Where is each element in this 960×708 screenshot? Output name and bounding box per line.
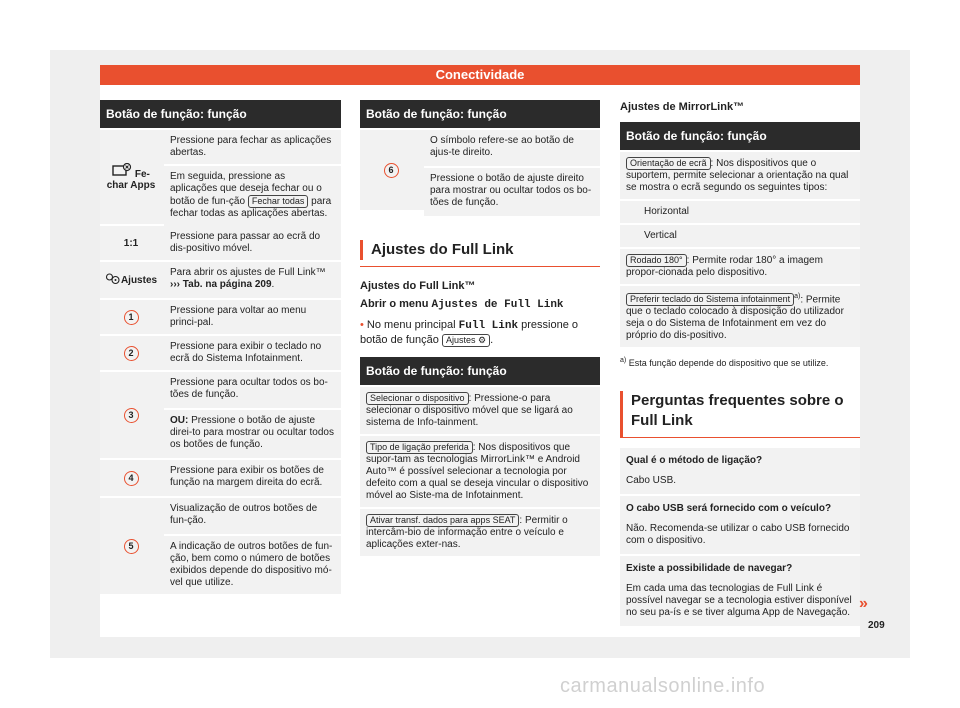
rotate-180-button[interactable]: Rodado 180° bbox=[626, 254, 687, 267]
right-column bbox=[620, 100, 860, 628]
table-row bbox=[360, 130, 600, 210]
close-apps-key bbox=[100, 130, 162, 224]
table-cell: Pressione para ocultar todos os bo-tões de função. bbox=[164, 372, 341, 408]
table-row: Tipo de ligação preferida : Nos dispositivos que supor-tam as tecnologias MirrorLink™ e Android Auto™ é possível selecionar a tecnologia por defeito com a qual se deseja vincular o dispositivo móvel ao Siste-ma de Infotainment. bbox=[360, 436, 600, 507]
table-cell: Em seguida, pressione as aplicações que deseja fechar ou o botão de fun-ção Fechar todas para fechar todas as aplicações abertas. bbox=[164, 166, 341, 228]
close-apps-label: Fe-char Apps bbox=[106, 169, 156, 191]
subsection-title: Ajustes do Full Link™ bbox=[360, 280, 476, 292]
orientation-option-horizontal: Horizontal bbox=[620, 201, 860, 223]
close-all-button[interactable]: Fechar todas bbox=[248, 195, 309, 208]
continue-mark: » bbox=[859, 595, 868, 612]
close-window-icon bbox=[112, 169, 135, 180]
menu-path: Abrir o menu Ajustes de Full Link bbox=[360, 298, 564, 311]
table-cell: Pressione o botão de ajuste direito para mostrar ou ocultar todos os bo-tões de função. bbox=[424, 168, 600, 216]
watermark: carmanualsonline.info bbox=[560, 675, 766, 697]
data-transfer-button[interactable]: Ativar transf. dados para apps SEAT bbox=[366, 514, 519, 527]
table-row: Preferir teclado do Sistema infotainment $^{a)}$: Permite que o teclado colocado à disposição do utilizador seja o do Sistema de Infotainment em vez do próprio do dis-positivo. bbox=[620, 286, 860, 347]
number-1-icon: 1 bbox=[124, 310, 139, 325]
ratio-key: 1:1 bbox=[123, 237, 139, 249]
middle-column bbox=[360, 100, 600, 558]
faq-question: O cabo USB será fornecido com o veículo? bbox=[626, 503, 832, 515]
table-row: Ativar transf. dados para apps SEAT : Permitir o intercâm-bio de informação entre o veículo e aplicações exter-nas. bbox=[360, 509, 600, 556]
table-cell: O símbolo refere-se ao botão de ajus-te direito. bbox=[424, 130, 600, 166]
gear-icon bbox=[105, 273, 121, 288]
chapter-banner: Conectividade bbox=[100, 65, 860, 85]
settings-key: Ajustes bbox=[100, 262, 162, 298]
bullet-icon: • bbox=[360, 319, 364, 331]
table-cell: OU: Pressione o botão de ajuste direi-to para mostrar ou ocultar todos os botões de função. bbox=[164, 410, 341, 458]
preferred-connection-button[interactable]: Tipo de ligação preferida bbox=[366, 441, 473, 454]
table-cell: Pressione para exibir os botões de função na margem direita do ecrã. bbox=[164, 460, 341, 496]
table-cell: Pressione para voltar ao menu princi-pal. bbox=[164, 300, 341, 334]
table-row bbox=[100, 226, 341, 260]
table-header: Botão de função: função bbox=[360, 100, 600, 128]
faq-item bbox=[620, 556, 860, 626]
section-title: Perguntas frequentes sobre o Full Link bbox=[620, 391, 860, 437]
table-row bbox=[100, 262, 341, 298]
table-header: Botão de função: função bbox=[100, 100, 341, 128]
faq-question: Qual é o método de ligação? bbox=[626, 455, 763, 467]
gear-icon: ⚙ bbox=[478, 335, 487, 345]
faq-question: Existe a possibilidade de navegar? bbox=[626, 563, 793, 575]
table-row bbox=[100, 372, 341, 458]
table-header: Botão de função: função bbox=[620, 122, 860, 150]
page-number: 209 bbox=[868, 620, 885, 631]
table-cell: Visualização de outros botões de fun-ção. bbox=[164, 498, 341, 534]
mirrorlink-title: Ajustes de MirrorLink™ bbox=[620, 101, 745, 113]
faq-section-header bbox=[620, 391, 860, 438]
screen-orientation-button[interactable]: Orientação de ecrã bbox=[626, 157, 711, 170]
faq-answer: Cabo USB. bbox=[626, 475, 677, 487]
prefer-infotainment-keyboard-button[interactable]: Preferir teclado do Sistema infotainment bbox=[626, 293, 794, 306]
left-function-table bbox=[100, 100, 341, 594]
table-cell: A indicação de outros botões de fun-ção, bem como o número de botões exibidos depende do dispositivo mó-vel que utilize. bbox=[164, 536, 341, 594]
table-row bbox=[100, 460, 341, 496]
table-row bbox=[100, 300, 341, 334]
number-3-icon: 3 bbox=[124, 408, 139, 423]
table-header: Botão de função: função bbox=[360, 357, 600, 385]
select-device-button[interactable]: Selecionar o dispositivo bbox=[366, 392, 469, 405]
table-row bbox=[100, 498, 341, 594]
footnote: $^{a)}$ Esta função depende do dispositivo que se utilize. bbox=[620, 357, 829, 369]
table-cell: Pressione para exibir o teclado no ecrã do Sistema Infotainment. bbox=[164, 336, 341, 370]
instruction-bullet: • No menu principal Full Link pressione o botão de função Ajustes ⚙ . bbox=[360, 319, 578, 346]
orientation-option-vertical: Vertical bbox=[620, 225, 860, 247]
faq-answer: Em cada uma das tecnologias de Full Link é possível navegar se a tecnologia estiver disponível no seu pa-ís e se tiver alguma App de Navegação. bbox=[626, 583, 852, 619]
number-5-icon: 5 bbox=[124, 539, 139, 554]
mirrorlink-table bbox=[620, 122, 860, 347]
table-row bbox=[100, 336, 341, 370]
section-title: Ajustes do Full Link bbox=[360, 240, 600, 260]
faq-item bbox=[620, 448, 860, 494]
full-link-settings-section bbox=[360, 240, 600, 556]
settings-table bbox=[360, 357, 600, 556]
number-2-icon: 2 bbox=[124, 346, 139, 361]
table-cell: Para abrir os ajustes de Full Link™ ››› Tab. na página 209. bbox=[164, 262, 341, 298]
table-row: Orientação de ecrã : Nos dispositivos que o suportem, permite selecionar a orientação na qual se mostra o ecrã segundo os seguintes tipos: bbox=[620, 152, 860, 199]
number-6-icon: 6 bbox=[384, 163, 399, 178]
faq-item bbox=[620, 496, 860, 554]
faq-list bbox=[620, 448, 860, 626]
number-4-icon: 4 bbox=[124, 471, 139, 486]
faq-answer: Não. Recomenda-se utilizar o cabo USB fornecido com o dispositivo. bbox=[626, 523, 850, 547]
table-row: Rodado 180° : Permite rodar 180° a imagem propor-cionada pelo dispositivo. bbox=[620, 249, 860, 284]
settings-button[interactable]: Ajustes ⚙ bbox=[442, 334, 490, 347]
table-reference-link[interactable]: ››› Tab. na página 209 bbox=[170, 279, 272, 290]
table-cell: Pressione para passar ao ecrã do dis-positivo móvel. bbox=[164, 226, 341, 260]
table-row: Selecionar o dispositivo : Pressione-o para selecionar o dispositivo móvel que se ligará ao sistema de Info-tainment. bbox=[360, 387, 600, 434]
table-row bbox=[100, 130, 341, 224]
table-cell: Pressione para fechar as aplicações abertas. bbox=[164, 130, 341, 164]
